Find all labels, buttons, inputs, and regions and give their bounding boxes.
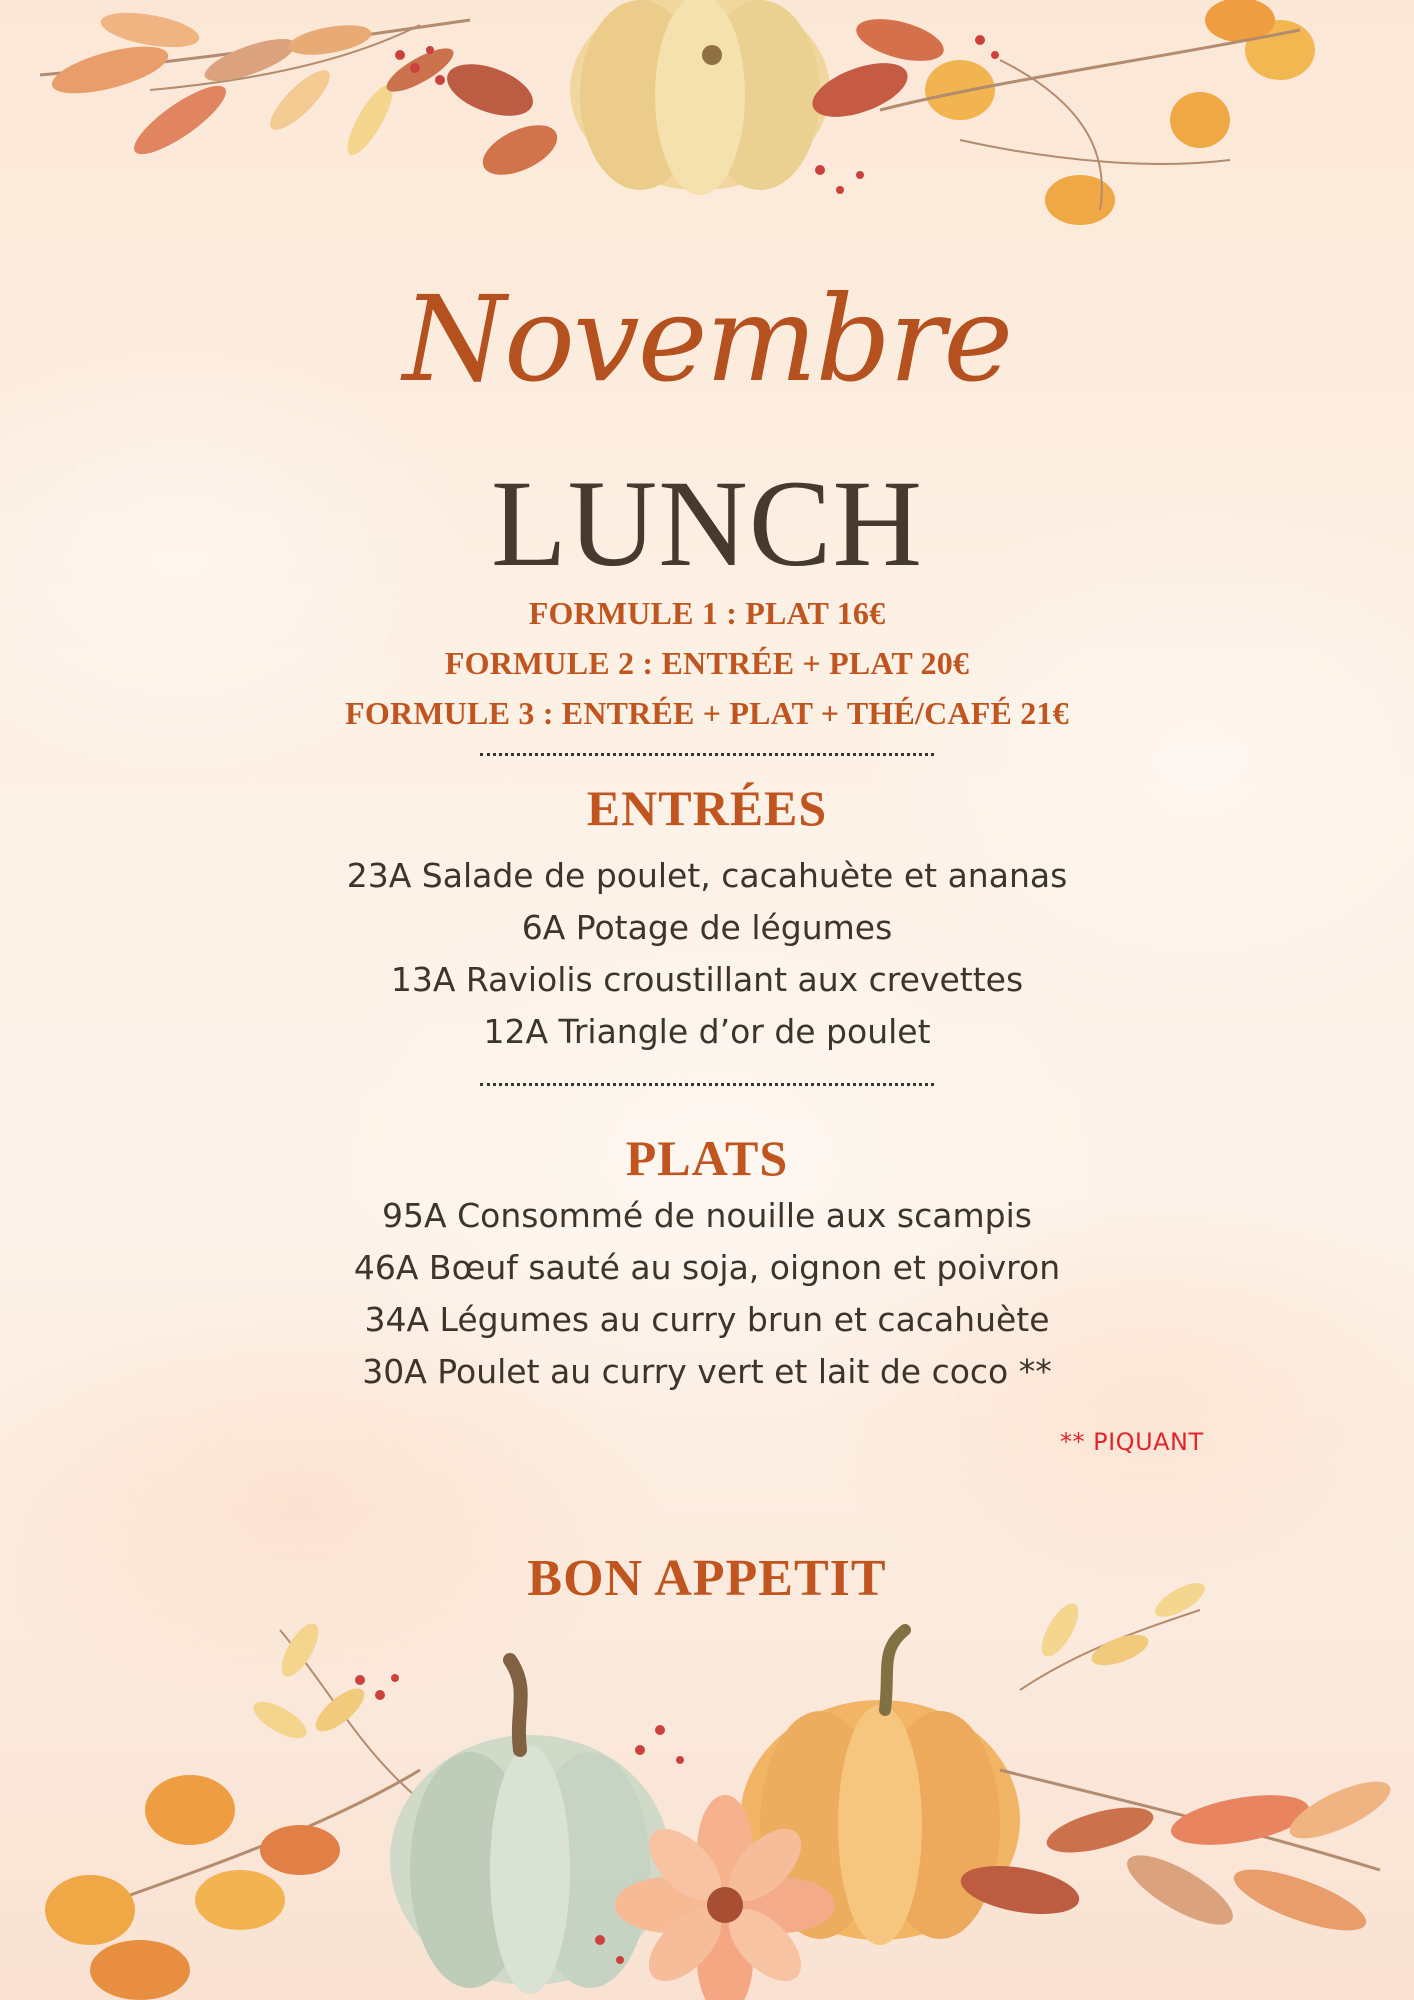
formule-2: FORMULE 2 : ENTRÉE + PLAT 20€ (444, 645, 970, 681)
list-item: 13A Raviolis croustillant aux crevettes (390, 960, 1024, 999)
list-item: 34A Légumes au curry brun et cacahuète (364, 1300, 1050, 1339)
formule-3: FORMULE 3 : ENTRÉE + PLAT + THÉ/CAFÉ 21€ (345, 695, 1069, 731)
formules-list (0, 588, 1414, 738)
entrees-section-title: ENTRÉES (586, 780, 828, 836)
list-item: 95A Consommé de nouille aux scampis (382, 1196, 1032, 1235)
spicy-note: ** PIQUANT (1060, 1428, 1204, 1456)
menu-month-title: Novembre (402, 270, 1012, 408)
formule-1: FORMULE 1 : PLAT 16€ (528, 595, 886, 631)
list-item: 6A Potage de légumes (521, 908, 893, 947)
menu-main-title: LUNCH (490, 455, 924, 592)
dotted-divider (480, 753, 934, 756)
plats-list (0, 1190, 1414, 1398)
top-autumn-illustration (0, 0, 1414, 250)
dotted-divider (480, 1083, 934, 1086)
entrees-list (0, 850, 1414, 1058)
plats-section-title: PLATS (625, 1130, 789, 1186)
closing-message: BON APPETIT (527, 1550, 887, 1607)
list-item: 12A Triangle d’or de poulet (483, 1012, 931, 1051)
bottom-autumn-illustration (0, 1570, 1414, 2000)
list-item: 30A Poulet au curry vert et lait de coco ** (362, 1352, 1052, 1391)
list-item: 46A Bœuf sauté au soja, oignon et poivron (353, 1248, 1061, 1287)
list-item: 23A Salade de poulet, cacahuète et ananas (346, 856, 1068, 895)
